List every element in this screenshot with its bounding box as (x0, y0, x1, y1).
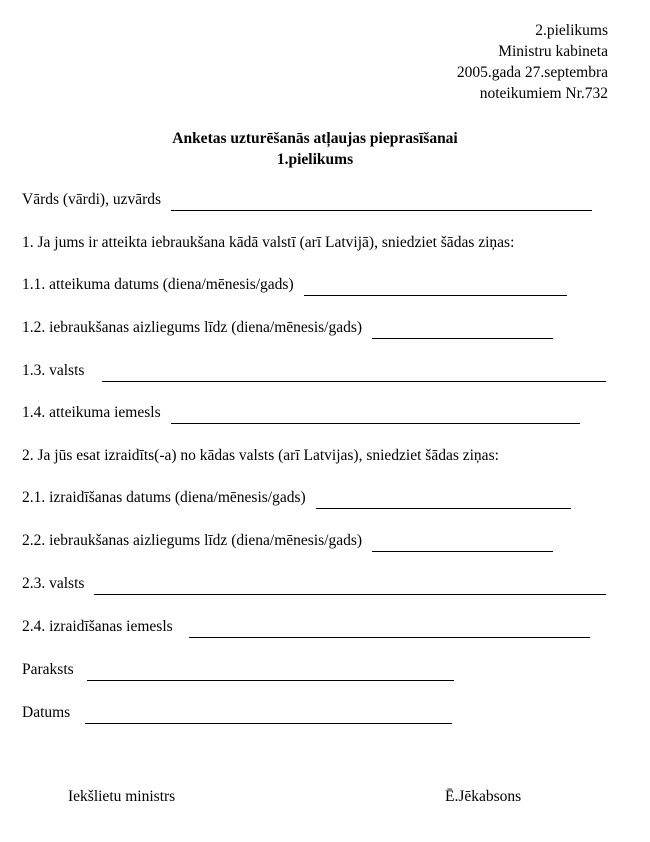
annex-number: 2.pielikums (535, 22, 608, 39)
s1-2-row (22, 317, 553, 339)
s2-4-label: 2.4. izraidīšanas iemesls (22, 618, 173, 635)
signature-label: Paraksts (22, 661, 74, 678)
s2-1-label: 2.1. izraidīšanas datums (diena/mēnesis/gads) (22, 489, 306, 506)
s1-2-field[interactable] (372, 337, 553, 339)
s2-2-label: 2.2. iebraukšanas aizliegums līdz (diena/mēnesis/gads) (22, 532, 363, 549)
section2-heading: 2. Ja jūs esat izraidīts(-a) no kādas valsts (arī Latvijas), sniedziet šādas ziņas: (22, 447, 499, 464)
date-label: Datums (22, 704, 71, 721)
regulation-date: 2005.gada 27.septembra (456, 64, 608, 81)
date-row (22, 702, 452, 724)
s1-3-row (22, 360, 606, 382)
s1-3-field[interactable] (102, 380, 606, 382)
document-title (0, 128, 630, 170)
minister-name: Ē.Jēkabsons (445, 788, 522, 805)
regulation-number: noteikumiem Nr.732 (479, 85, 608, 102)
s2-4-row (22, 616, 590, 638)
s2-3-row (22, 573, 606, 595)
name-label: Vārds (vārdi), uzvārds (22, 191, 162, 208)
title-sub: 1.pielikums (276, 151, 354, 168)
s1-4-row (22, 402, 580, 424)
s2-2-field[interactable] (372, 550, 553, 552)
s1-4-label: 1.4. atteikuma iemesls (22, 404, 161, 421)
s1-3-label: 1.3. valsts (22, 362, 85, 379)
s2-1-field[interactable] (316, 507, 571, 509)
signature-field[interactable] (87, 679, 454, 681)
signature-row (22, 659, 454, 681)
s1-1-row (22, 274, 567, 296)
s2-2-row (22, 530, 553, 552)
s1-1-field[interactable] (304, 294, 567, 296)
s2-3-label: 2.3. valsts (22, 575, 85, 592)
s1-4-field[interactable] (171, 422, 580, 424)
title-main: Anketas uzturēšanās atļaujas pieprasīšanai (172, 130, 458, 147)
section1-heading: 1. Ja jums ir atteikta iebraukšana kādā valstī (arī Latvijā), sniedziet šādas ziņas: (22, 234, 515, 251)
annex-reference (457, 20, 608, 104)
s2-1-row (22, 487, 571, 509)
s1-2-label: 1.2. iebraukšanas aizliegums līdz (diena/mēnesis/gads) (22, 319, 363, 336)
name-row (22, 189, 592, 211)
cabinet-name: Ministru kabineta (498, 43, 608, 60)
minister-title: Iekšlietu ministrs (68, 788, 176, 805)
name-field[interactable] (171, 209, 592, 211)
date-field[interactable] (85, 722, 452, 724)
s2-3-field[interactable] (94, 593, 606, 595)
s2-4-field[interactable] (189, 636, 590, 638)
s1-1-label: 1.1. atteikuma datums (diena/mēnesis/gads) (22, 276, 294, 293)
